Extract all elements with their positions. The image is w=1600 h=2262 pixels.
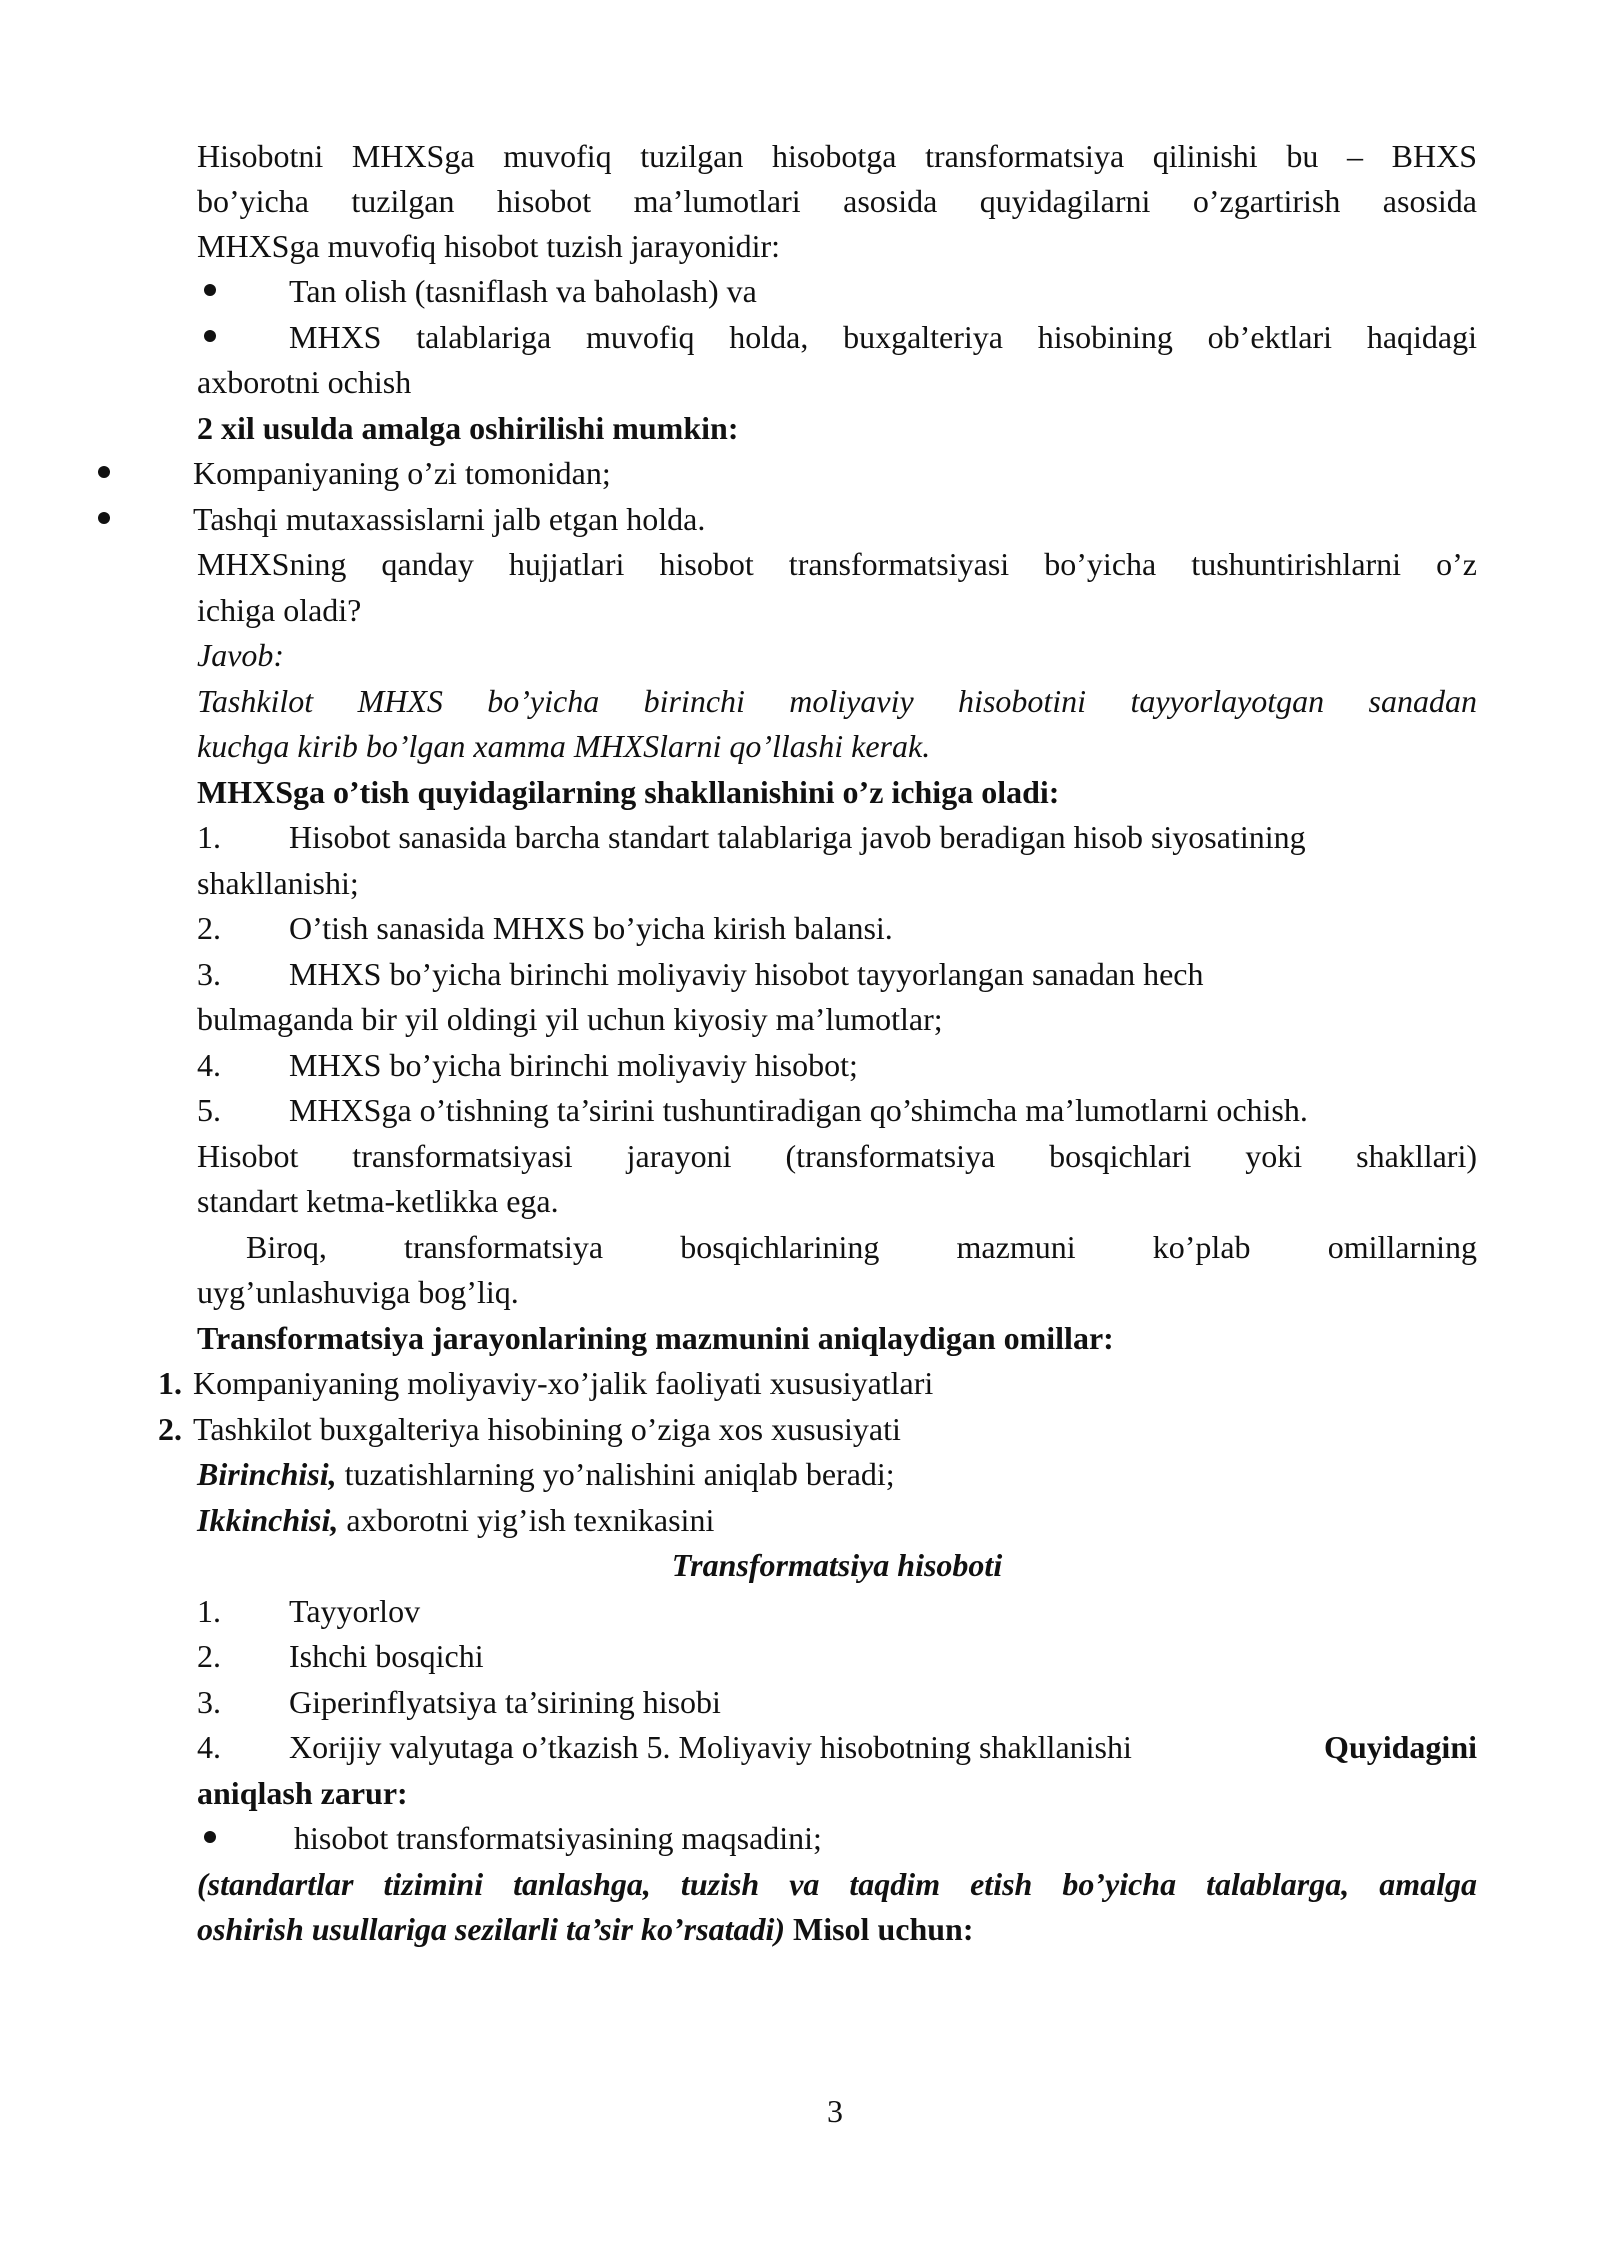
note-line: (standartlar tizimini tanlashga, tuzish va taqdim etish bo’yicha talablarga, amalga — [197, 1866, 1477, 1902]
first-label: Birinchisi, — [197, 1456, 337, 1492]
paragraph-line: standart ketma-ketlikka ega. — [197, 1183, 559, 1219]
note-text: oshirish usullariga sezilarli ta’sir ko’rsatadi) — [197, 1911, 785, 1947]
answer-line: kuchga kirib bo’lgan xamma MHXSlarni qo’llashi kerak. — [197, 728, 931, 764]
bullet-icon — [204, 1831, 216, 1843]
list-item: O’tish sanasida MHXS bo’yicha kirish balansi. — [289, 910, 893, 946]
answer-label: Javob: — [197, 637, 285, 673]
bullet-icon — [98, 466, 110, 478]
list-item: Kompaniyaning o’zi tomonidan; — [193, 455, 611, 491]
second-text: axborotni yig’ish texnikasini — [338, 1502, 715, 1538]
bullet-icon — [204, 330, 216, 342]
list-number: 2. — [197, 1638, 221, 1674]
list-item: Tashqi mutaxassislarni jalb etgan holda. — [193, 501, 706, 537]
list-number: 3. — [197, 1684, 221, 1720]
paragraph-line: uyg’unlashuviga bog’liq. — [197, 1274, 519, 1310]
list-number: 4. — [197, 1047, 221, 1083]
bullet-icon — [98, 512, 110, 524]
list-number: 3. — [197, 956, 221, 992]
list-item-continuation: bulmaganda bir yil oldingi yil uchun kiyosiy ma’lumotlar; — [197, 1001, 943, 1037]
report-title: Transformatsiya hisoboti — [671, 1547, 1003, 1583]
list-item-continuation: shakllanishi; — [197, 865, 359, 901]
list-item: Kompaniyaning moliyaviy-xo’jalik faoliyati xususiyatlari — [193, 1365, 934, 1401]
question-line: MHXSning qanday hujjatlari hisobot transformatsiyasi bo’yicha tushuntirishlarni o’z — [197, 546, 1477, 582]
list-item: Tashkilot buxgalteriya hisobining o’ziga xos xususiyati — [193, 1411, 901, 1447]
bullet-item: MHXS talablariga muvofiq holda, buxgalteriya hisobining ob’ektlari haqidagi — [289, 319, 1477, 355]
bullet-item: Tan olish (tasniflash va baholash) va — [289, 273, 757, 309]
note-tail: Misol uchun: — [793, 1911, 974, 1947]
paragraph-line — [197, 1451, 895, 1497]
section-heading: 2 xil usulda amalga oshirilishi mumkin: — [197, 410, 739, 446]
section-heading: Transformatsiya jarayonlarining mazmunini aniqlaydigan omillar: — [197, 1320, 1114, 1356]
stage-text: Xorijiy valyutaga o’tkazish 5. Moliyaviy hisobotning shakllanishi — [289, 1729, 1132, 1765]
paragraph-line: Hisobotni MHXSga muvofiq tuzilgan hisobotga transformatsiya qilinishi bu – BHXS — [197, 138, 1477, 174]
section-heading: MHXSga o’tish quyidagilarning shakllanishini o’z ichiga oladi: — [197, 774, 1060, 810]
paragraph-line: MHXSga muvofiq hisobot tuzish jarayonidir: — [197, 228, 781, 264]
page-number: 3 — [827, 2093, 843, 2129]
bullet-item-continuation: axborotni ochish — [197, 364, 412, 400]
stage-bold-text: Quyidagini — [1324, 1729, 1477, 1765]
list-item: Ishchi bosqichi — [289, 1638, 484, 1674]
list-number: 1. — [197, 1593, 221, 1629]
list-item: Giperinflyatsiya ta’sirining hisobi — [289, 1684, 721, 1720]
second-label: Ikkinchisi, — [197, 1502, 339, 1538]
list-item: Hisobot sanasida barcha standart talablariga javob beradigan hisob siyosatining — [289, 819, 1306, 855]
list-number: 1. — [197, 819, 221, 855]
list-item: Tayyorlov — [289, 1593, 421, 1629]
question-line: ichiga oladi? — [197, 592, 362, 628]
list-number: 1. — [158, 1365, 182, 1401]
answer-line: Tashkilot MHXS bo’yicha birinchi moliyaviy hisobotini tayyorlayotgan sanadan — [197, 683, 1477, 719]
list-item: MHXS bo’yicha birinchi moliyaviy hisobot; — [289, 1047, 858, 1083]
list-item: MHXSga o’tishning ta’sirini tushuntiradigan qo’shimcha ma’lumotlarni ochish. — [289, 1092, 1308, 1128]
list-item — [289, 1724, 1477, 1770]
note-line — [197, 1906, 973, 1952]
paragraph-line: bo’yicha tuzilgan hisobot ma’lumotlari asosida quyidagilarni o’zgartirish asosida — [197, 183, 1477, 219]
list-number: 2. — [197, 910, 221, 946]
section-heading: aniqlash zarur: — [197, 1775, 408, 1811]
paragraph-line — [197, 1497, 714, 1543]
list-item: MHXS bo’yicha birinchi moliyaviy hisobot tayyorlangan sanadan hech — [289, 956, 1204, 992]
list-number: 4. — [197, 1729, 221, 1765]
list-number: 5. — [197, 1092, 221, 1128]
list-number: 2. — [158, 1411, 182, 1447]
first-text: tuzatishlarning yo’nalishini aniqlab beradi; — [336, 1456, 895, 1492]
bullet-icon — [204, 284, 216, 296]
bullet-item: hisobot transformatsiyasining maqsadini; — [294, 1820, 822, 1856]
paragraph-line: Hisobot transformatsiyasi jarayoni (transformatsiya bosqichlari yoki shakllari) — [197, 1138, 1477, 1174]
paragraph-line: Biroq, transformatsiya bosqichlarining mazmuni ko’plab omillarning — [246, 1229, 1477, 1265]
